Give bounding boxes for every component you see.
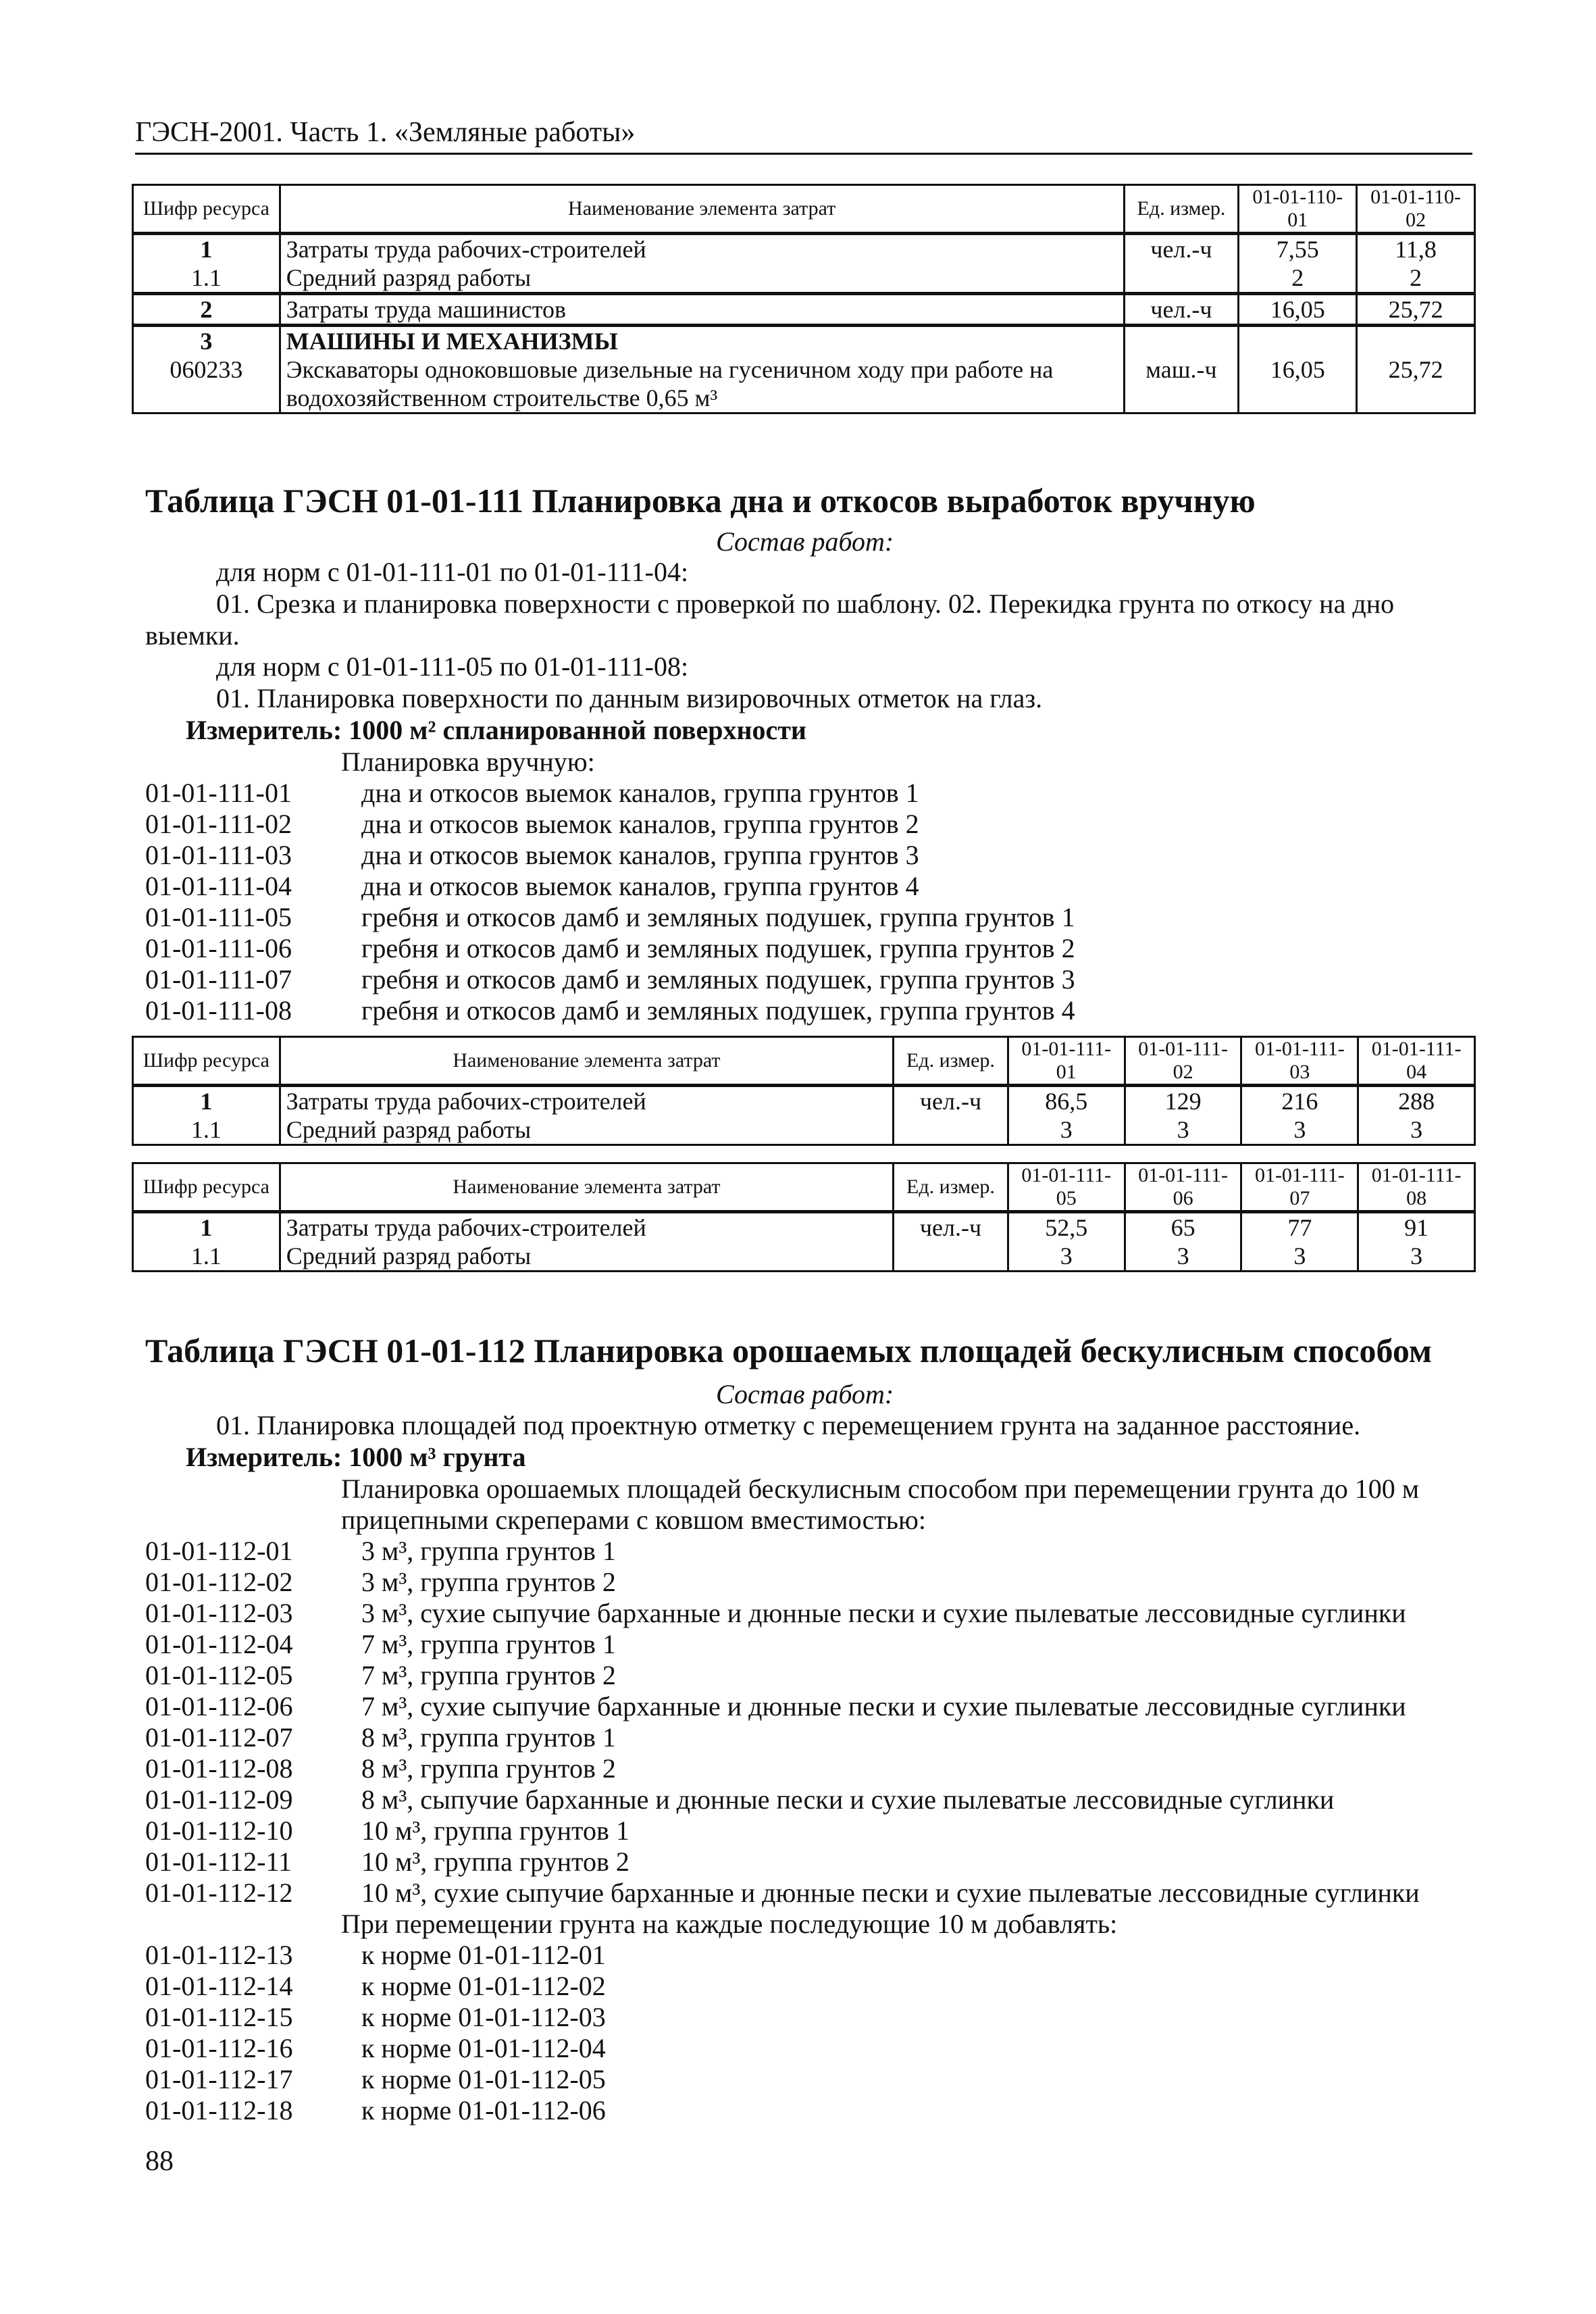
table-row <box>133 294 1475 326</box>
cell-unit: чел.-ч <box>1124 294 1239 326</box>
cell-value: 3 <box>1241 1242 1358 1272</box>
norm-range: для норм с 01-01-111-05 по 01-01-111-08: <box>216 651 689 682</box>
cell-code: 1 <box>133 1086 280 1116</box>
header-col: 01-01-111-03 <box>1241 1037 1358 1086</box>
table-row <box>133 1242 1475 1272</box>
norm-desc: 3 м³, сухие сыпучие барханные и дюнные пески и сухие пылеватые лессовидные суглинки <box>361 1598 1406 1628</box>
cell-value: 288 <box>1358 1086 1475 1116</box>
norm-code: 01-01-112-02 <box>145 1567 293 1597</box>
cell-value: 129 <box>1125 1086 1241 1116</box>
cell-unit <box>894 1242 1008 1272</box>
header-name: Наименование элемента затрат <box>280 1037 893 1086</box>
norm-code: 01-01-112-06 <box>145 1691 293 1721</box>
norm-desc: к норме 01-01-112-01 <box>361 1940 606 1970</box>
norm-desc: к норме 01-01-112-04 <box>361 2033 606 2063</box>
cell-value: 91 <box>1358 1212 1475 1242</box>
cell-value: 77 <box>1241 1212 1358 1242</box>
norm-code: 01-01-111-01 <box>145 778 292 808</box>
norm-desc: к норме 01-01-112-02 <box>361 1971 606 2001</box>
cell-name: Средний разряд работы <box>280 1115 893 1145</box>
norm-desc: дна и откосов выемок каналов, группа грунтов 4 <box>361 871 919 901</box>
table-header-row <box>133 185 1475 234</box>
norm-code: 01-01-111-02 <box>145 809 292 839</box>
table-row <box>133 1115 1475 1145</box>
meter: Измеритель: 1000 м² спланированной поверхности <box>186 715 806 745</box>
norm-code: 01-01-111-03 <box>145 840 292 870</box>
work-item: 01. Планировка поверхности по данным визировочных отметок на глаз. <box>216 683 1043 713</box>
composition-label: Состав работ: <box>716 526 894 557</box>
norm-desc: дна и откосов выемок каналов, группа грунтов 3 <box>361 840 919 870</box>
header-unit: Ед. измер. <box>894 1037 1008 1086</box>
norm-code: 01-01-112-17 <box>145 2064 293 2094</box>
norm-code: 01-01-112-07 <box>145 1722 293 1753</box>
norm-desc: 3 м³, группа грунтов 2 <box>361 1567 616 1597</box>
cell-name: Затраты труда рабочих-строителей <box>280 1086 893 1116</box>
cell-unit <box>1124 263 1239 294</box>
cell-value: 25,72 <box>1357 294 1475 326</box>
norm-desc: 10 м³, сухие сыпучие барханные и дюнные пески и сухие пылеватые лессовидные суглинки <box>361 1878 1420 1908</box>
resource-table-111-b <box>132 1162 1476 1272</box>
cell-unit: чел.-ч <box>1124 234 1239 264</box>
cell-value: 25,72 <box>1357 355 1475 413</box>
header-code: Шифр ресурса <box>133 1037 280 1086</box>
header-col: 01-01-111-01 <box>1008 1037 1125 1086</box>
norms-intro: Планировка вручную: <box>341 747 595 777</box>
norms-intro-cont: прицепными скреперами с ковшом вместимостью: <box>341 1505 927 1535</box>
cell-unit: чел.-ч <box>894 1212 1008 1242</box>
norm-desc: к норме 01-01-112-05 <box>361 2064 606 2094</box>
header-col: 01-01-111-08 <box>1358 1163 1475 1212</box>
cell-name: Экскаваторы одноковшовые дизельные на гусеничном ходу при работе на водохозяйственном строительстве 0,65 м³ <box>280 355 1124 413</box>
cell-value: 86,5 <box>1008 1086 1125 1116</box>
norm-desc: к норме 01-01-112-03 <box>361 2002 606 2032</box>
norm-code: 01-01-112-14 <box>145 1971 293 2001</box>
table-row <box>133 1212 1475 1242</box>
work-item-cont: выемки. <box>145 620 240 651</box>
header-col: 01-01-111-02 <box>1125 1037 1241 1086</box>
norm-desc: 7 м³, группа грунтов 2 <box>361 1660 616 1690</box>
norms-intro: Планировка орошаемых площадей бескулисным способом при перемещении грунта до 100 м <box>341 1474 1420 1504</box>
norm-desc: 3 м³, группа грунтов 1 <box>361 1536 616 1566</box>
table-row <box>133 326 1475 356</box>
norm-desc: 7 м³, группа грунтов 1 <box>361 1629 616 1659</box>
resource-table-111-a <box>132 1036 1476 1146</box>
table-row <box>133 234 1475 264</box>
norm-code: 01-01-111-07 <box>145 964 292 995</box>
norm-code: 01-01-112-04 <box>145 1629 293 1659</box>
meter: Измеритель: 1000 м³ грунта <box>186 1442 526 1472</box>
cell-value: 52,5 <box>1008 1212 1125 1242</box>
header-col: 01-01-110-02 <box>1357 185 1475 234</box>
cell-value: 2 <box>1239 263 1357 294</box>
norm-code: 01-01-112-16 <box>145 2033 293 2063</box>
header-code: Шифр ресурса <box>133 185 280 234</box>
norm-range: для норм с 01-01-111-01 по 01-01-111-04: <box>216 557 689 587</box>
norm-code: 01-01-111-04 <box>145 871 292 901</box>
cell-code: 060233 <box>133 355 280 413</box>
norm-desc: 7 м³, сухие сыпучие барханные и дюнные пески и сухие пылеватые лессовидные суглинки <box>361 1691 1406 1721</box>
header-name: Наименование элемента затрат <box>280 1163 893 1212</box>
norm-code: 01-01-112-10 <box>145 1815 293 1846</box>
cell-value: 3 <box>1008 1115 1125 1145</box>
section-title-112: Таблица ГЭСН 01-01-112 Планировка орошаемых площадей бескулисным способом <box>145 1332 1432 1369</box>
cell-code: 1 <box>133 234 280 264</box>
norm-desc: 10 м³, группа грунтов 1 <box>361 1815 629 1846</box>
running-head: ГЭСН-2001. Часть 1. «Земляные работы» <box>135 116 1472 155</box>
norm-desc: дна и откосов выемок каналов, группа грунтов 1 <box>361 778 919 808</box>
norm-code: 01-01-112-05 <box>145 1660 293 1690</box>
norm-desc: гребня и откосов дамб и земляных подушек, группа грунтов 1 <box>361 902 1075 932</box>
norm-desc: 8 м³, сыпучие барханные и дюнные пески и сухие пылеватые лессовидные суглинки <box>361 1784 1335 1815</box>
norm-code: 01-01-111-05 <box>145 902 292 932</box>
norm-desc: 8 м³, группа грунтов 1 <box>361 1722 616 1753</box>
cell-name: Затраты труда рабочих-строителей <box>280 234 1124 264</box>
work-item: 01. Планировка площадей под проектную отметку с перемещением грунта на заданное расстояние. <box>216 1410 1361 1440</box>
cell-code: 1.1 <box>133 1242 280 1272</box>
norm-code: 01-01-112-18 <box>145 2095 293 2126</box>
cell-value: 3 <box>1125 1242 1241 1272</box>
table-row <box>133 263 1475 294</box>
cell-value: 3 <box>1008 1242 1125 1272</box>
cell-value: 3 <box>1358 1242 1475 1272</box>
cell-code: 1 <box>133 1212 280 1242</box>
norm-desc: гребня и откосов дамб и земляных подушек, группа грунтов 2 <box>361 933 1075 963</box>
norm-desc: к норме 01-01-112-06 <box>361 2095 606 2126</box>
cell-unit <box>1124 326 1239 356</box>
norm-code: 01-01-112-09 <box>145 1784 293 1815</box>
cell-name: Затраты труда машинистов <box>280 294 1124 326</box>
header-col: 01-01-110-01 <box>1239 185 1357 234</box>
norm-desc: гребня и откосов дамб и земляных подушек, группа грунтов 3 <box>361 964 1075 995</box>
table-header-row <box>133 1037 1475 1086</box>
header-unit: Ед. измер. <box>894 1163 1008 1212</box>
cell-value <box>1239 326 1357 356</box>
header-code: Шифр ресурса <box>133 1163 280 1212</box>
norm-desc: гребня и откосов дамб и земляных подушек, группа грунтов 4 <box>361 995 1075 1026</box>
cell-value: 3 <box>1125 1115 1241 1145</box>
cell-name: Средний разряд работы <box>280 1242 893 1272</box>
norm-code: 01-01-112-13 <box>145 1940 293 1970</box>
header-unit: Ед. измер. <box>1124 185 1239 234</box>
norm-desc: 8 м³, группа грунтов 2 <box>361 1753 616 1784</box>
cell-name: Затраты труда рабочих-строителей <box>280 1212 893 1242</box>
table-row <box>133 1086 1475 1116</box>
norm-code: 01-01-112-11 <box>145 1846 292 1877</box>
composition-label: Состав работ: <box>716 1379 894 1409</box>
norm-code: 01-01-112-08 <box>145 1753 293 1784</box>
cell-code: 1.1 <box>133 1115 280 1145</box>
cell-value <box>1357 326 1475 356</box>
header-col: 01-01-111-07 <box>1241 1163 1358 1212</box>
cell-unit <box>894 1115 1008 1145</box>
norm-code: 01-01-112-12 <box>145 1878 293 1908</box>
cell-value: 2 <box>1357 263 1475 294</box>
header-col: 01-01-111-06 <box>1125 1163 1241 1212</box>
norms-intro: При перемещении грунта на каждые последующие 10 м добавлять: <box>341 1909 1118 1939</box>
cell-value: 7,55 <box>1239 234 1357 264</box>
cell-unit: чел.-ч <box>894 1086 1008 1116</box>
cell-value: 3 <box>1358 1115 1475 1145</box>
cell-value: 16,05 <box>1239 355 1357 413</box>
cell-name: Средний разряд работы <box>280 263 1124 294</box>
cell-name: МАШИНЫ И МЕХАНИЗМЫ <box>280 326 1124 356</box>
page-number: 88 <box>145 2146 174 2177</box>
norm-code: 01-01-112-03 <box>145 1598 293 1628</box>
cell-code: 1.1 <box>133 263 280 294</box>
norm-desc: 10 м³, группа грунтов 2 <box>361 1846 629 1877</box>
header-col: 01-01-111-05 <box>1008 1163 1125 1212</box>
work-item: 01. Срезка и планировка поверхности с проверкой по шаблону. 02. Перекидка грунта по откосу на дно <box>216 588 1395 619</box>
cell-code: 3 <box>133 326 280 356</box>
norm-code: 01-01-111-06 <box>145 933 292 963</box>
section-title-111: Таблица ГЭСН 01-01-111 Планировка дна и откосов выработок вручную <box>145 482 1256 520</box>
cell-value: 3 <box>1241 1115 1358 1145</box>
header-col: 01-01-111-04 <box>1358 1037 1475 1086</box>
norm-code: 01-01-112-01 <box>145 1536 293 1566</box>
table-row <box>133 355 1475 413</box>
header-name: Наименование элемента затрат <box>280 185 1124 234</box>
cell-value: 16,05 <box>1239 294 1357 326</box>
norm-desc: дна и откосов выемок каналов, группа грунтов 2 <box>361 809 919 839</box>
norm-code: 01-01-112-15 <box>145 2002 293 2032</box>
cell-value: 65 <box>1125 1212 1241 1242</box>
cell-value: 216 <box>1241 1086 1358 1116</box>
table-header-row <box>133 1163 1475 1212</box>
cell-code: 2 <box>133 294 280 326</box>
cell-unit: маш.-ч <box>1124 355 1239 413</box>
cell-value: 11,8 <box>1357 234 1475 264</box>
resource-table-110 <box>132 184 1476 414</box>
norm-code: 01-01-111-08 <box>145 995 292 1026</box>
